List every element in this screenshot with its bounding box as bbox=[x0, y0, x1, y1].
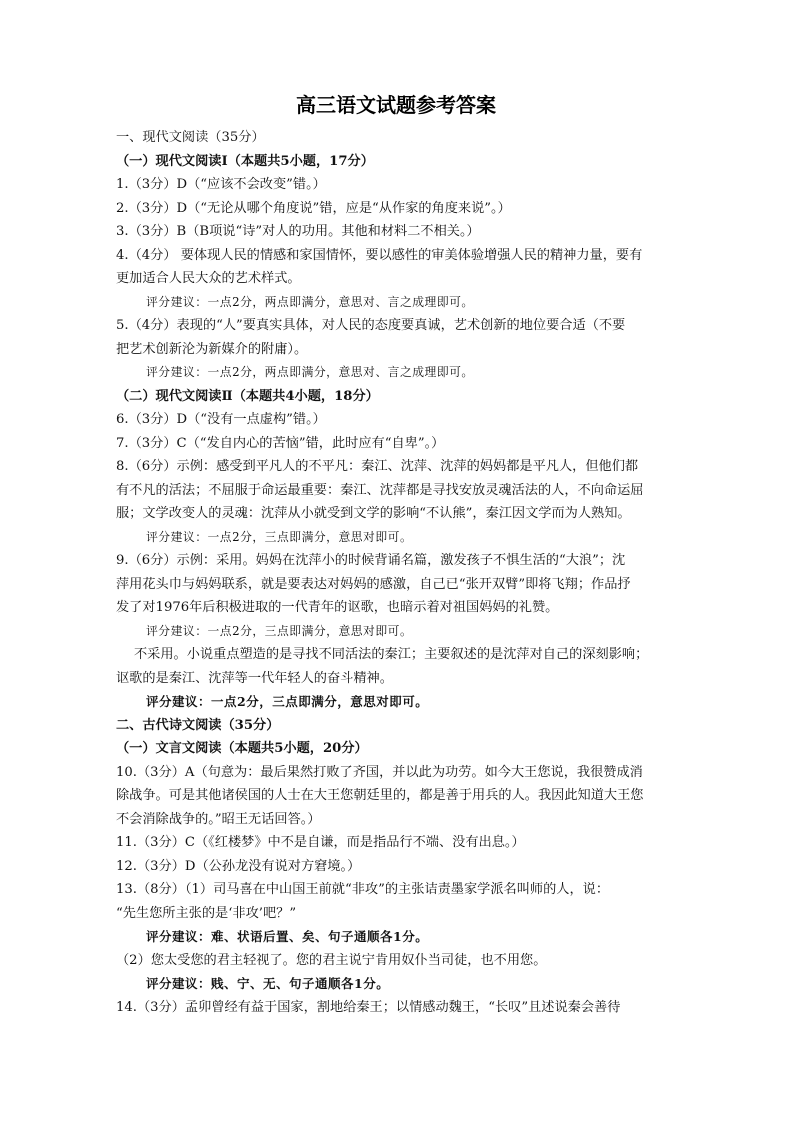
scoring-note: 评分建议：贱、宁、无、句子通顺各1分。 bbox=[146, 976, 390, 991]
answer-line: 6.（3分）D（“没有一点虚构”错。） bbox=[116, 412, 326, 427]
answer-line: 除战争。可是其他诸侯国的人士在大王您朝廷里的，都是善于用兵的人。我因此知道大王您 bbox=[116, 788, 644, 803]
answer-line: （2）您太受您的君主轻视了。您的君主说宁肯用奴仆当司徒，也不用您。 bbox=[116, 952, 547, 968]
answer-line: 发了对1976年后积极进取的一代青年的讴歌，也暗示着对祖国妈妈的礼赞。 bbox=[116, 600, 559, 615]
answer-line: 有不凡的活法；不屈服于命运最重要：秦江、沈萍都是寻找安放灵魂活法的人，不向命运屈 bbox=[116, 482, 644, 498]
scoring-note: 评分建议：一点2分，两点即满分，意思对、言之成理即可。 bbox=[146, 294, 474, 309]
answer-line: 7.（3分）C（“发自内心的苦恼”错，此时应有“自卑”。） bbox=[116, 435, 445, 451]
scoring-note: 评分建议：一点2分，三点即满分，意思对即可。 bbox=[146, 694, 429, 709]
answer-content bbox=[116, 92, 676, 1019]
answer-line: 萍用花头巾与妈妈联系，就是要表达对妈妈的感激，自己已“张开双臂”即将飞翔；作品抒 bbox=[116, 576, 631, 592]
answer-line: 9.（6分）示例：采用。妈妈在沈萍小的时候背诵名篇，激发孩子不惧生活的“大浪”；沈 bbox=[116, 553, 626, 568]
answer-line: 服；文学改变人的灵魂：沈萍从小就受到文学的影响“不认熊”，秦江因文学而为人熟知。 bbox=[116, 506, 631, 521]
answer-line: 12.（3分）D（公孙龙没有说对方窘境。） bbox=[116, 858, 361, 874]
answer-lines bbox=[116, 126, 676, 1019]
scoring-note: 评分建议：难、状语后置、矣、句子通顺各1分。 bbox=[146, 929, 429, 944]
scoring-note: 评分建议：一点2分，三点即满分，意思对即可。 bbox=[146, 529, 413, 544]
answer-line: 2.（3分）D（“无论从哪个角度说”错，应是“从作家的角度来说”。） bbox=[116, 200, 511, 216]
answer-line: 10.（3分）A（句意为：最后果然打败了齐国，并以此为功劳。如今大王您说，我很赞成消 bbox=[116, 764, 643, 780]
scoring-note: 评分建议：一点2分，三点即满分，意思对即可。 bbox=[146, 623, 413, 638]
answer-line: 把艺术创新沦为新媒介的附庸）。 bbox=[116, 341, 308, 357]
scoring-note: 评分建议：一点2分，两点即满分，意思对、言之成理即可。 bbox=[146, 365, 474, 379]
answer-line: 5.（4分）表现的“人”要真实具体，对人民的态度要真诚，艺术创新的地位要合适（不要 bbox=[116, 318, 626, 333]
answer-line: 11.（3分）C（《红楼梦》中不是自谦，而是指品行不端、没有出息。） bbox=[116, 835, 525, 850]
answer-line: 4.（4分） 要体现人民的情感和家国情怀，要以感性的审美体验增强人民的精神力量，要有 bbox=[116, 247, 643, 263]
answer-line: 8.（6分）示例：感受到平凡人的不平凡：秦江、沈萍、沈萍的妈妈都是平凡人，但他们都 bbox=[116, 459, 639, 474]
answer-line: 不采用。小说重点塑造的是寻找不同活法的秦江；主要叙述的是沈萍对自己的深刻影响； bbox=[134, 647, 649, 662]
answer-line: 13.（8分）（1）司马喜在中山国王前就“非攻”的主张诘责墨家学派名叫师的人，说： bbox=[116, 882, 610, 897]
answer-line: 3.（3分）B（B项说“诗”对人的功用。其他和材料二不相关。） bbox=[116, 224, 480, 239]
section-heading: （二）现代文阅读Ⅱ（本题共4小题，18分） bbox=[116, 388, 379, 404]
answer-line: 更加适合人民大众的艺术样式。 bbox=[116, 271, 301, 286]
answer-line: 讴歌的是秦江、沈萍等一代年轻人的奋斗精神。 bbox=[116, 670, 393, 686]
answer-line: 14.（3分）孟卯曾经有益于国家，割地给秦王；以情感动魏王，“长叹”且述说秦会善待 bbox=[116, 999, 621, 1015]
section-heading: （一）现代文阅读Ⅰ（本题共5小题，17分） bbox=[116, 153, 374, 169]
section-heading: （一）文言文阅读（本题共5小题，20分） bbox=[116, 741, 368, 756]
answer-line: 不会消除战争的。”昭王无话回答。） bbox=[116, 811, 321, 827]
answer-line: “先生您所主张的是‘非攻’吧？” bbox=[116, 905, 297, 921]
page-title: 高三语文试题参考答案 bbox=[296, 93, 496, 117]
answer-line: 1.（3分）D（“应该不会改变”错。） bbox=[116, 177, 326, 192]
answer-line: 一、现代文阅读（35分） bbox=[116, 130, 265, 145]
section-heading: 二、古代诗文阅读（35分） bbox=[116, 717, 280, 733]
